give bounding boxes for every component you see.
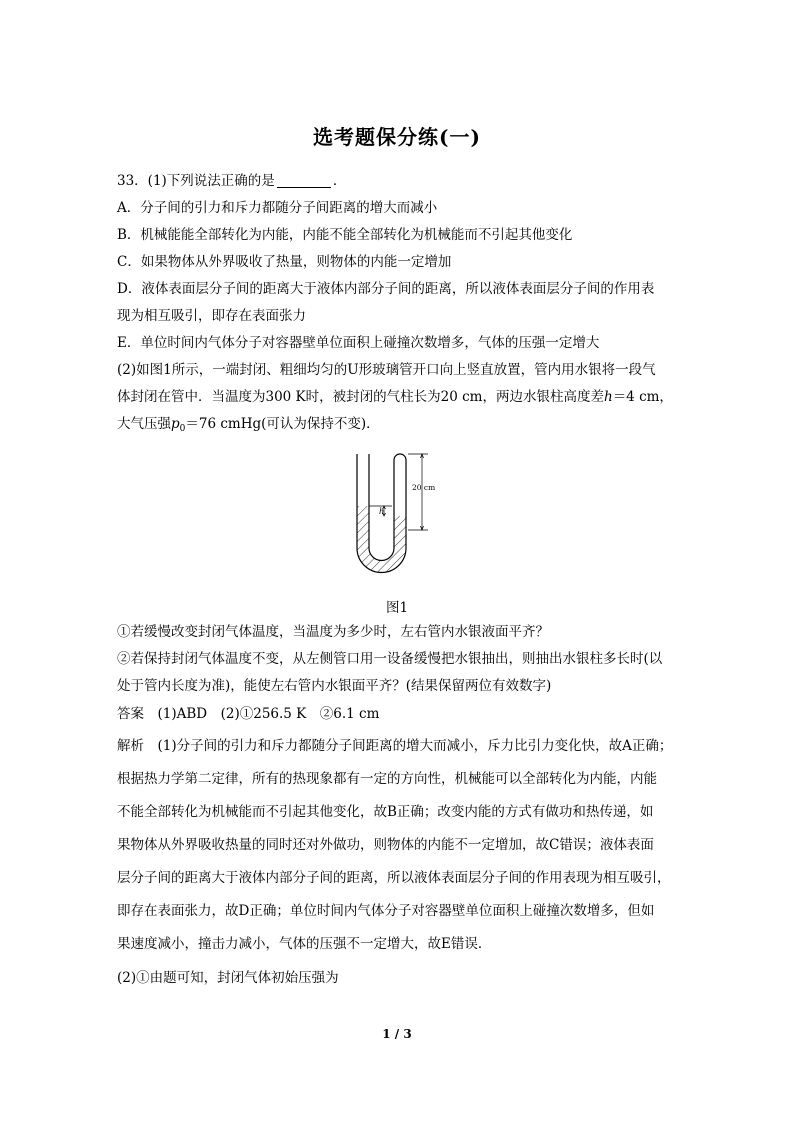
analysis-text-1: (1)分子间的引力和斥力都随分子间距离的增大而减小，斥力比引力变化快，故A正确； xyxy=(157,738,673,754)
mercury-right xyxy=(394,516,406,548)
analysis-line-5: 层分子间的距离大于液体内部分子间的距离，所以液体表面层分子间的作用表现为相互吸引， xyxy=(117,870,671,886)
var-h: h xyxy=(603,389,613,405)
page-title: 选考题保分练(一) xyxy=(313,125,481,149)
answer-blank xyxy=(277,173,331,188)
page-number: 1 / 3 xyxy=(382,1027,412,1041)
sub-question-2: ②若保持封闭气体温度不变，从左侧管口用一设备缓慢把水银抽出，则抽出水银柱多长时(以 xyxy=(117,651,663,667)
answer-label: 答案 xyxy=(117,706,144,722)
mercury-left xyxy=(357,506,369,548)
option-c: C．如果物体从外界吸收了热量，则物体的内能一定增加 xyxy=(117,254,452,270)
length-label: 20 cm xyxy=(412,483,436,492)
option-d: D．液体表面层分子间的距离大于液体内部分子间的距离，所以液体表面层分子间的作用表 xyxy=(117,281,655,297)
part2-line3 xyxy=(117,414,380,439)
answer-line xyxy=(117,704,379,724)
analysis-label: 解析 xyxy=(117,738,144,754)
u-tube-figure xyxy=(340,448,460,588)
analysis-line-6: 即存在表面张力，故D正确；单位时间内气体分子对容器壁单位面积上碰撞次数增多，但如 xyxy=(117,903,655,919)
sub-question-2-continued: 处于管内长度为准)，能使左右管内水银面平齐？(结果保留两位有效数字) xyxy=(117,678,552,694)
part2-line2 xyxy=(117,387,673,407)
sub-question-1: ①若缓慢改变封闭气体温度，当温度为多少时，左右管内水银液面平齐？ xyxy=(117,624,549,640)
analysis-line-2: 根据热力学第二定律，所有的热现象都有一定的方向性，机械能可以全部转化为内能，内能 xyxy=(117,771,657,787)
option-e: E．单位时间内气体分子对容器壁单位面积上碰撞次数增多，气体的压强一定增大 xyxy=(117,335,600,351)
part2-line3-end: ＝76 cmHg(可认为保持不变)． xyxy=(185,416,380,432)
part2-line2-end: ＝4 cm， xyxy=(612,389,673,405)
part2-line2-text: 体封闭在管中．当温度为300 K时，被封闭的气柱长为20 cm，两边水银柱高度差 xyxy=(117,389,604,405)
option-a: A．分子间的引力和斥力都随分子间距离的增大而减小 xyxy=(117,200,438,216)
analysis-line-7: 果速度减小，撞击力减小，气体的压强不一定增大，故E错误． xyxy=(117,936,492,952)
question-intro xyxy=(117,171,346,191)
question-intro-text: 33．(1)下列说法正确的是 xyxy=(117,173,275,189)
option-b: B．机械能能全部转化为内能，内能不能全部转化为机械能而不引起其他变化 xyxy=(117,227,573,243)
var-p0: p xyxy=(171,416,180,432)
figure-caption: 图1 xyxy=(385,600,409,616)
part2-line1: (2)如图1所示，一端封闭、粗细均匀的U形玻璃管开口向上竖直放置，管内用水银将一段气 xyxy=(117,362,656,378)
analysis-line-1 xyxy=(117,736,672,756)
answer-text: (1)ABD (2)①256.5 K ②6.1 cm xyxy=(157,706,380,722)
question-intro-end: ． xyxy=(332,173,347,189)
analysis-line-3: 不能全部转化为机械能而不引起其他变化，故B正确；改变内能的方式有做功和热传递，如 xyxy=(117,804,654,820)
part2-line3-text: 大气压强 xyxy=(117,416,171,432)
option-d-continued: 现为相互吸引，即存在表面张力 xyxy=(117,308,306,324)
analysis-line-8: (2)①由题可知，封闭气体初始压强为 xyxy=(117,970,339,986)
var-p0-subscript: 0 xyxy=(179,424,186,434)
analysis-line-4: 果物体从外界吸收热量的同时还对外做功，则物体的内能不一定增加，故C错误；液体表面 xyxy=(117,837,654,853)
h-label: h xyxy=(379,507,385,516)
